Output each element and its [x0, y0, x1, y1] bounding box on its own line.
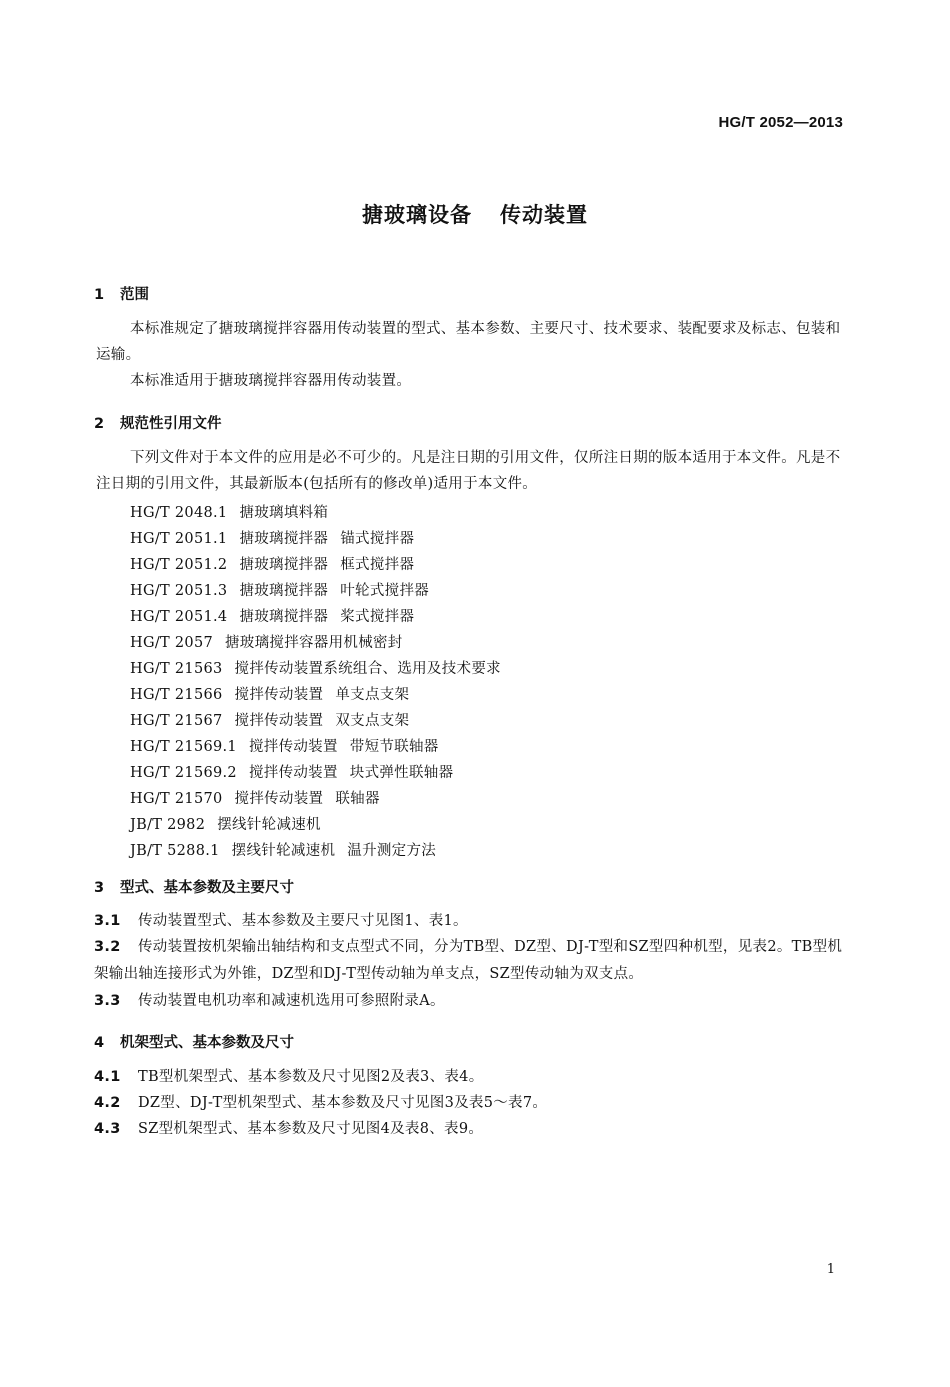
section-2-paragraph-1: 下列文件对于本文件的应用是必不可少的。凡是注日期的引用文件，仅所注日期的版本适用于本文件。凡是不注日期的引用文件，其最新版本(包括所有的修改单)适用于本文件。 [96, 450, 841, 492]
clause-number: 4.3 [94, 1121, 121, 1137]
reference-item [130, 657, 513, 678]
reference-title: 搅拌传动装置 [234, 791, 324, 807]
clause-number: 3.1 [94, 913, 121, 929]
section-2-heading [94, 412, 222, 433]
clause-text: SZ型机架型式、基本参数及尺寸见图4及表8、表9。 [138, 1121, 484, 1137]
reference-code: HG/T 2051.1 [130, 531, 228, 547]
section-number: 2 [94, 416, 105, 432]
clause-number: 3.2 [94, 939, 121, 955]
reference-subtitle: 带短节联轴器 [349, 739, 439, 755]
reference-code: HG/T 2057 [130, 635, 213, 651]
standard-number: HG/T 2052—2013 [718, 114, 843, 131]
reference-item [130, 631, 415, 652]
reference-code: HG/T 21570 [130, 791, 223, 807]
reference-subtitle: 单支点支架 [335, 687, 410, 703]
clause-number: 4.2 [94, 1095, 121, 1111]
reference-title: 搪玻璃填料箱 [239, 505, 329, 521]
reference-item [130, 553, 414, 574]
reference-code: HG/T 21569.1 [130, 739, 237, 755]
section-title: 范围 [120, 287, 149, 303]
reference-subtitle: 双支点支架 [335, 713, 410, 729]
reference-subtitle: 锚式搅拌器 [340, 531, 415, 547]
clause [94, 1116, 846, 1143]
reference-title: 搅拌传动装置 [248, 765, 338, 781]
clause-text: TB型机架型式、基本参数及尺寸见图2及表3、表4。 [138, 1069, 484, 1085]
reference-item [130, 683, 409, 704]
reference-subtitle: 联轴器 [335, 791, 380, 807]
section-4-heading [94, 1031, 294, 1052]
reference-subtitle: 块式弹性联轴器 [349, 765, 454, 781]
reference-item [130, 735, 439, 756]
reference-code: HG/T 21569.2 [130, 765, 237, 781]
section-number: 3 [94, 880, 105, 896]
reference-code: HG/T 2048.1 [130, 505, 228, 521]
reference-title: 搅拌传动装置 [234, 687, 324, 703]
reference-title: 搅拌传动装置 [248, 739, 338, 755]
reference-title: 搪玻璃搅拌容器用机械密封 [225, 635, 403, 651]
clause [94, 1090, 846, 1117]
reference-subtitle: 桨式搅拌器 [340, 609, 415, 625]
reference-item [130, 501, 340, 522]
section-title: 机架型式、基本参数及尺寸 [120, 1035, 294, 1051]
document-title [0, 199, 950, 229]
reference-code: HG/T 2051.4 [130, 609, 228, 625]
section-1-paragraph-2: 本标准适用于搪玻璃搅拌容器用传动装置。 [130, 373, 412, 389]
reference-subtitle: 温升测定方法 [347, 843, 437, 859]
reference-code: HG/T 21567 [130, 713, 223, 729]
clause-text: 传动装置型式、基本参数及主要尺寸见图1、表1。 [138, 913, 468, 929]
reference-item [130, 709, 409, 730]
clause [94, 988, 846, 1015]
title-part-2: 传动装置 [500, 203, 588, 227]
reference-code: JB/T 5288.1 [130, 843, 220, 859]
section-number: 4 [94, 1035, 105, 1051]
reference-item [130, 839, 436, 860]
reference-item [130, 527, 414, 548]
page-number: 1 [826, 1262, 835, 1277]
section-title: 规范性引用文件 [120, 416, 222, 432]
reference-item [130, 605, 414, 626]
reference-code: HG/T 2051.3 [130, 583, 228, 599]
section-3-heading [94, 876, 294, 897]
reference-title: 搪玻璃搅拌器 [239, 531, 329, 547]
section-1-paragraph-1: 本标准规定了搪玻璃搅拌容器用传动装置的型式、基本参数、主要尺寸、技术要求、装配要求及标志、包装和运输。 [96, 321, 841, 363]
reference-title: 搪玻璃搅拌器 [239, 609, 329, 625]
reference-title: 搅拌传动装置系统组合、选用及技术要求 [234, 661, 501, 677]
reference-code: JB/T 2982 [130, 817, 206, 833]
clause-text: 传动装置按机架输出轴结构和支点型式不同，分为TB型、DZ型、DJ-T型和SZ型四种机型，见表2。TB型机架输出轴连接形式为外锥，DZ型和DJ-T型传动轴为单支点，SZ型传动轴为双支点。 [94, 939, 843, 982]
reference-item [130, 579, 429, 600]
clause [94, 1064, 846, 1091]
reference-item [130, 787, 380, 808]
clause-text: 传动装置电机功率和减速机选用可参照附录A。 [138, 993, 445, 1009]
reference-title: 摆线针轮减速机 [231, 843, 336, 859]
section-number: 1 [94, 287, 105, 303]
clause-number: 4.1 [94, 1069, 121, 1085]
reference-code: HG/T 2051.2 [130, 557, 228, 573]
clause-number: 3.3 [94, 993, 121, 1009]
clause [94, 934, 846, 988]
reference-item [130, 813, 333, 834]
title-part-1: 搪玻璃设备 [362, 203, 472, 227]
reference-code: HG/T 21563 [130, 661, 223, 677]
reference-subtitle: 框式搅拌器 [340, 557, 415, 573]
section-title: 型式、基本参数及主要尺寸 [120, 880, 294, 896]
clause-text: DZ型、DJ-T型机架型式、基本参数及尺寸见图3及表5～表7。 [138, 1095, 548, 1111]
reference-item [130, 761, 453, 782]
reference-title: 搪玻璃搅拌器 [239, 557, 329, 573]
clause [94, 908, 846, 935]
reference-code: HG/T 21566 [130, 687, 223, 703]
reference-title: 搅拌传动装置 [234, 713, 324, 729]
reference-title: 摆线针轮减速机 [217, 817, 321, 833]
reference-title: 搪玻璃搅拌器 [239, 583, 329, 599]
reference-subtitle: 叶轮式搅拌器 [340, 583, 430, 599]
section-1-heading [94, 283, 149, 304]
